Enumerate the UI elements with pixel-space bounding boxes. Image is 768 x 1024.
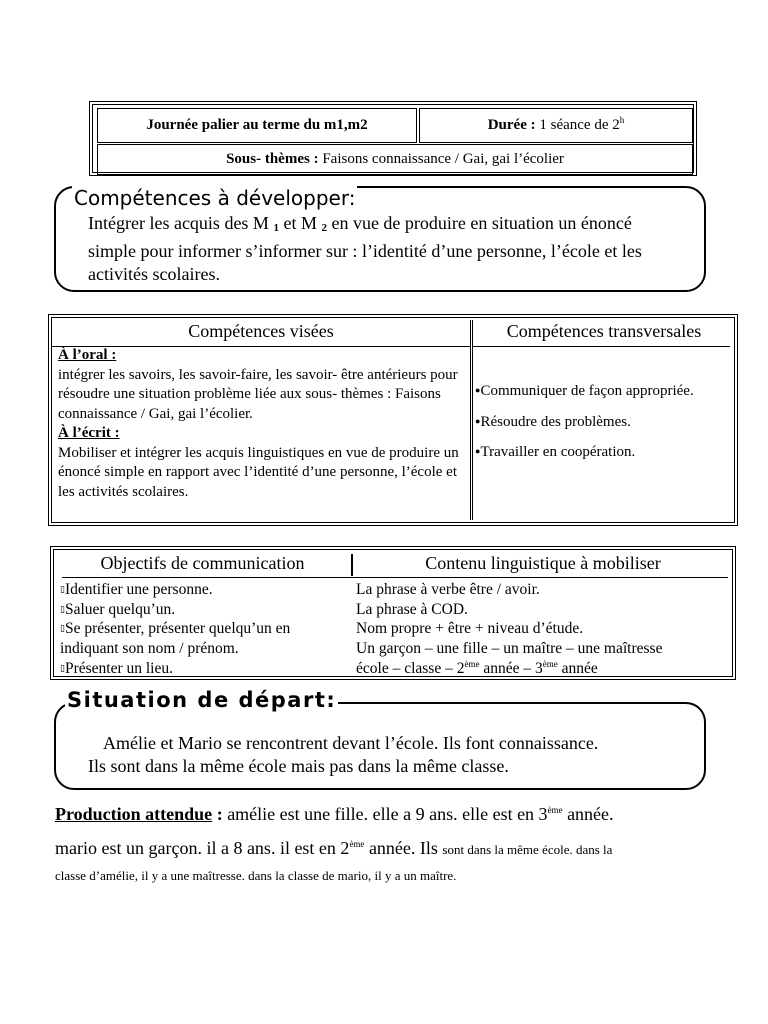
ecrit-label: À l’écrit : — [58, 425, 120, 441]
situation-text — [88, 732, 688, 778]
competences-visees-header: Compétences visées — [188, 321, 334, 341]
contenu-item: Nom propre + être + niveau d’étude. — [356, 620, 584, 638]
contenu-item: Un garçon – une fille – un maître – une maîtresse — [356, 640, 663, 658]
square-bullet-icon: ▯ — [60, 603, 65, 614]
sous-themes-cell — [97, 144, 693, 175]
situation-title: Situation de départ: — [67, 688, 337, 712]
objectif-text: Présenter un lieu. — [64, 659, 173, 677]
objectifs-header: Objectifs de communication — [100, 553, 305, 573]
situation-line2: Ils sont dans la même école mais pas dans la même classe. — [88, 756, 509, 776]
contenu-item: La phrase à verbe être / avoir. — [356, 581, 540, 598]
contenu-last-c: année — [557, 659, 598, 677]
competences-visees-cell — [58, 346, 466, 502]
production-t6: classe d’amélie, il y a une maîtresse. dans la classe de mario, il y a un maître. — [55, 868, 457, 883]
contenu-last-b: année – 3 — [479, 659, 543, 677]
competences-sub1: 1 — [273, 222, 279, 234]
duree-cell — [419, 108, 693, 143]
production-colon: : — [212, 804, 223, 824]
transversale-item — [475, 407, 730, 438]
oral-text: intégrer les savoirs, les savoir-faire, les savoir- être antérieurs pour résoudre une situation problème liée aux sous- thèmes : Faisons connaissance / Gai, gai l’écolier. — [58, 366, 458, 422]
objectif-item — [60, 580, 345, 600]
competences-sub2: 2 — [321, 222, 327, 234]
bullet-icon: ● — [475, 446, 481, 456]
ecrit-text: Mobiliser et intégrer les acquis linguistiques en vue de produire un énoncé simple en rapport avec l’identité d’une personne, l’école et les activités scolaires. — [58, 444, 459, 500]
bullet-icon: ● — [475, 415, 481, 426]
objectif-text: Se présenter, présenter quelqu’un en indiquant son nom / prénom. — [60, 620, 291, 658]
transversale-item — [475, 376, 730, 407]
production-attendue — [55, 797, 725, 887]
production-t4: année. Ils — [364, 838, 443, 858]
header-divider-right — [473, 346, 730, 347]
competences-text — [88, 212, 678, 286]
sous-themes-value: Faisons connaissance / Gai, gai l’écolier — [322, 151, 564, 167]
objectif-text: Saluer quelqu’un. — [64, 600, 176, 618]
production-line2 — [55, 831, 725, 867]
situation-line1: Amélie et Mario se rencontrent devant l’école. Ils font connaissance. — [103, 733, 599, 753]
competences-table — [48, 314, 738, 526]
transversale-item — [475, 437, 730, 468]
production-sup2: ème — [349, 839, 365, 849]
objectif-item — [60, 659, 345, 679]
competences-text-part1: Intégrer les acquis des M — [88, 213, 274, 233]
production-t3: mario est un garçon. il a 8 ans. il est en 2 — [55, 838, 350, 858]
header-table — [89, 101, 697, 176]
competences-title: Compétences à développer: — [74, 186, 356, 210]
journee-text: Journée palier au terme du m1,m2 — [146, 117, 368, 133]
oral-label: À l’oral : — [58, 347, 117, 363]
contenus-list — [356, 580, 734, 679]
sous-themes-label: Sous- thèmes : — [226, 151, 319, 167]
production-line1 — [55, 797, 725, 831]
contenu-last-sup1: ème — [464, 658, 480, 669]
column-divider — [351, 554, 353, 576]
contenu-last-sup2: ème — [542, 658, 558, 669]
production-t2: année. — [562, 804, 614, 824]
header-divider — [62, 577, 728, 578]
transversale-text: Communiquer de façon appropriée. — [480, 383, 694, 399]
production-t1: amélie est une fille. elle a 9 ans. elle est en 3 — [222, 804, 548, 824]
competences-transversales-header: Compétences transversales — [506, 321, 702, 341]
square-bullet-icon: ▯ — [60, 623, 65, 634]
duree-value: 1 séance de 2 — [539, 117, 620, 133]
production-label: Production attendue — [55, 804, 213, 824]
competences-transversales-cell — [475, 376, 730, 468]
column-divider — [470, 320, 473, 520]
journee-cell — [97, 108, 417, 143]
objectif-item — [60, 619, 345, 658]
bullet-icon: ● — [475, 385, 481, 395]
objectifs-table — [50, 546, 736, 680]
production-sup1: ème — [547, 805, 563, 815]
square-bullet-icon: ▯ — [60, 584, 65, 594]
contenu-item-last — [356, 659, 734, 679]
transversale-text: Résoudre des problèmes. — [480, 413, 631, 430]
objectifs-list — [60, 580, 345, 679]
objectif-item — [60, 600, 345, 620]
duree-label: Durée : — [487, 117, 536, 133]
production-t5: sont dans la même école. dans la — [442, 842, 613, 857]
duree-sup: h — [619, 115, 625, 125]
transversale-text: Travailler en coopération. — [480, 444, 636, 460]
contenu-item: La phrase à COD. — [356, 600, 468, 618]
square-bullet-icon: ▯ — [60, 662, 65, 673]
competences-text-part3: en vue de produire en situation un énoncé simple pour informer s’informer sur : l’identité d’une personne, l’école et les activités scolaires. — [88, 213, 642, 284]
contenu-last-a: école – classe – 2 — [356, 659, 465, 677]
competences-text-part2: et M — [278, 213, 322, 233]
contenu-header: Contenu linguistique à mobiliser — [425, 553, 661, 573]
objectif-text: Identifier une personne. — [64, 581, 213, 598]
